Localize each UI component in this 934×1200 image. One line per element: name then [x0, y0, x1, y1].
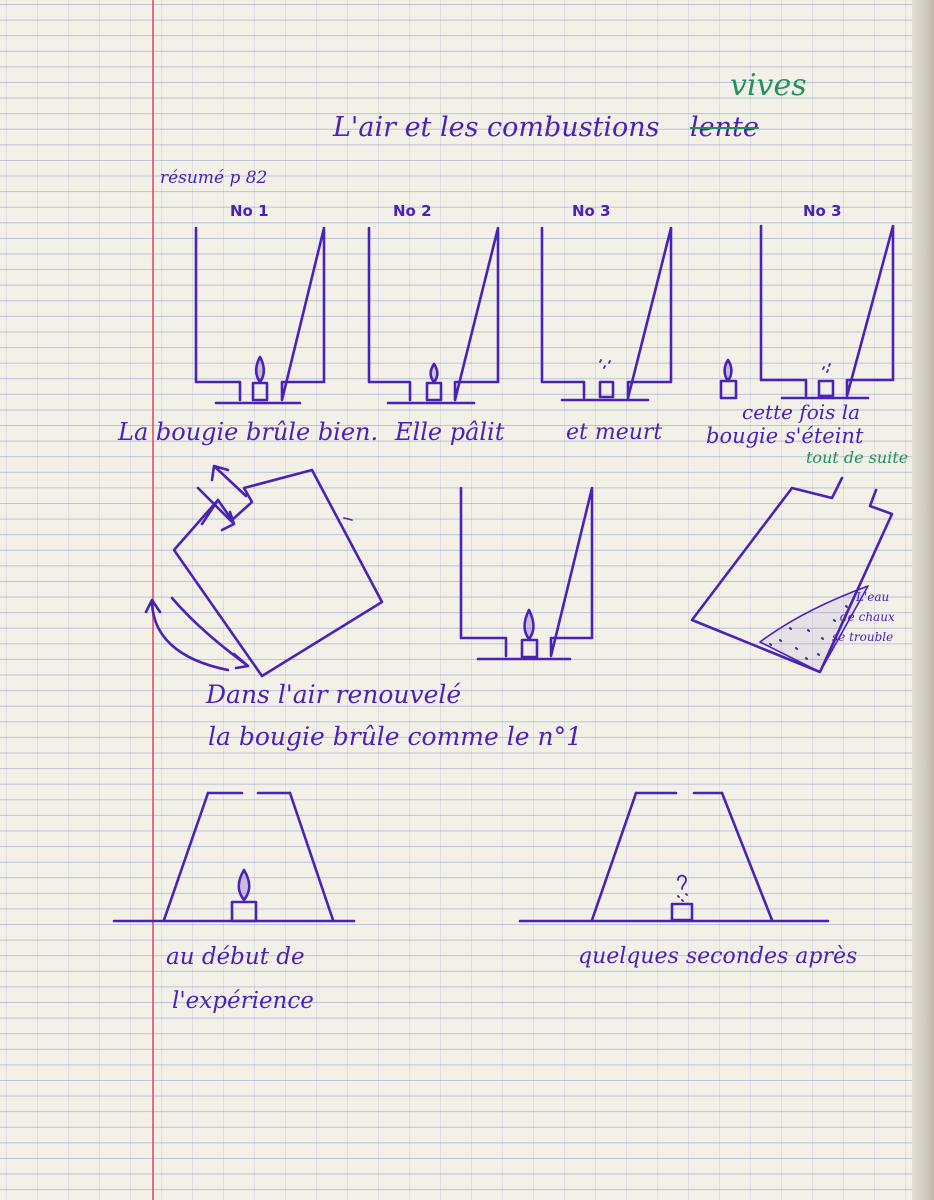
experiment-label-2: No 2	[393, 202, 432, 220]
caption-4-line2: bougie s'éteint	[706, 424, 864, 448]
renewed-air-caption-line2: la bougie brûle comme le n°1	[208, 722, 582, 751]
start-caption-line2: l'expérience	[172, 988, 314, 1014]
caption-4-line3: tout de suite	[806, 448, 909, 467]
tilted-jar-diagram	[146, 466, 382, 676]
caption-3: et meurt	[566, 420, 663, 445]
reference-note: résumé p 82	[160, 168, 268, 188]
trapezoid-jar-after	[520, 793, 828, 921]
correction-word: vives	[730, 68, 807, 103]
limewater-note-line1: L'eau	[856, 590, 890, 604]
limewater-note-line2: de chaux	[840, 610, 895, 624]
experiment-label-3: No 3	[572, 202, 611, 220]
renewed-air-caption-line1: Dans l'air renouvelé	[206, 680, 462, 709]
caption-2: Elle pâlit	[395, 418, 505, 446]
jar-diagram-4	[721, 226, 893, 398]
struck-word: lente	[690, 112, 759, 143]
after-caption: quelques secondes après	[578, 944, 858, 969]
start-caption-line1: au début de	[166, 944, 305, 970]
experiment-label-4: No 3	[803, 202, 842, 220]
trapezoid-jar-start	[114, 793, 354, 921]
jar-diagram-1	[196, 228, 324, 403]
page-title: L'air et les combustions	[333, 112, 660, 143]
caption-4-line1: cette fois la	[742, 400, 861, 424]
jar-diagram-3	[542, 228, 671, 400]
caption-1: La bougie brûle bien.	[118, 418, 379, 446]
jar-diagram-2	[369, 228, 498, 403]
jar-diagram-renewed-air	[461, 488, 592, 659]
experiment-label-1: No 1	[230, 202, 269, 220]
limewater-note-line3: se trouble	[832, 630, 894, 644]
